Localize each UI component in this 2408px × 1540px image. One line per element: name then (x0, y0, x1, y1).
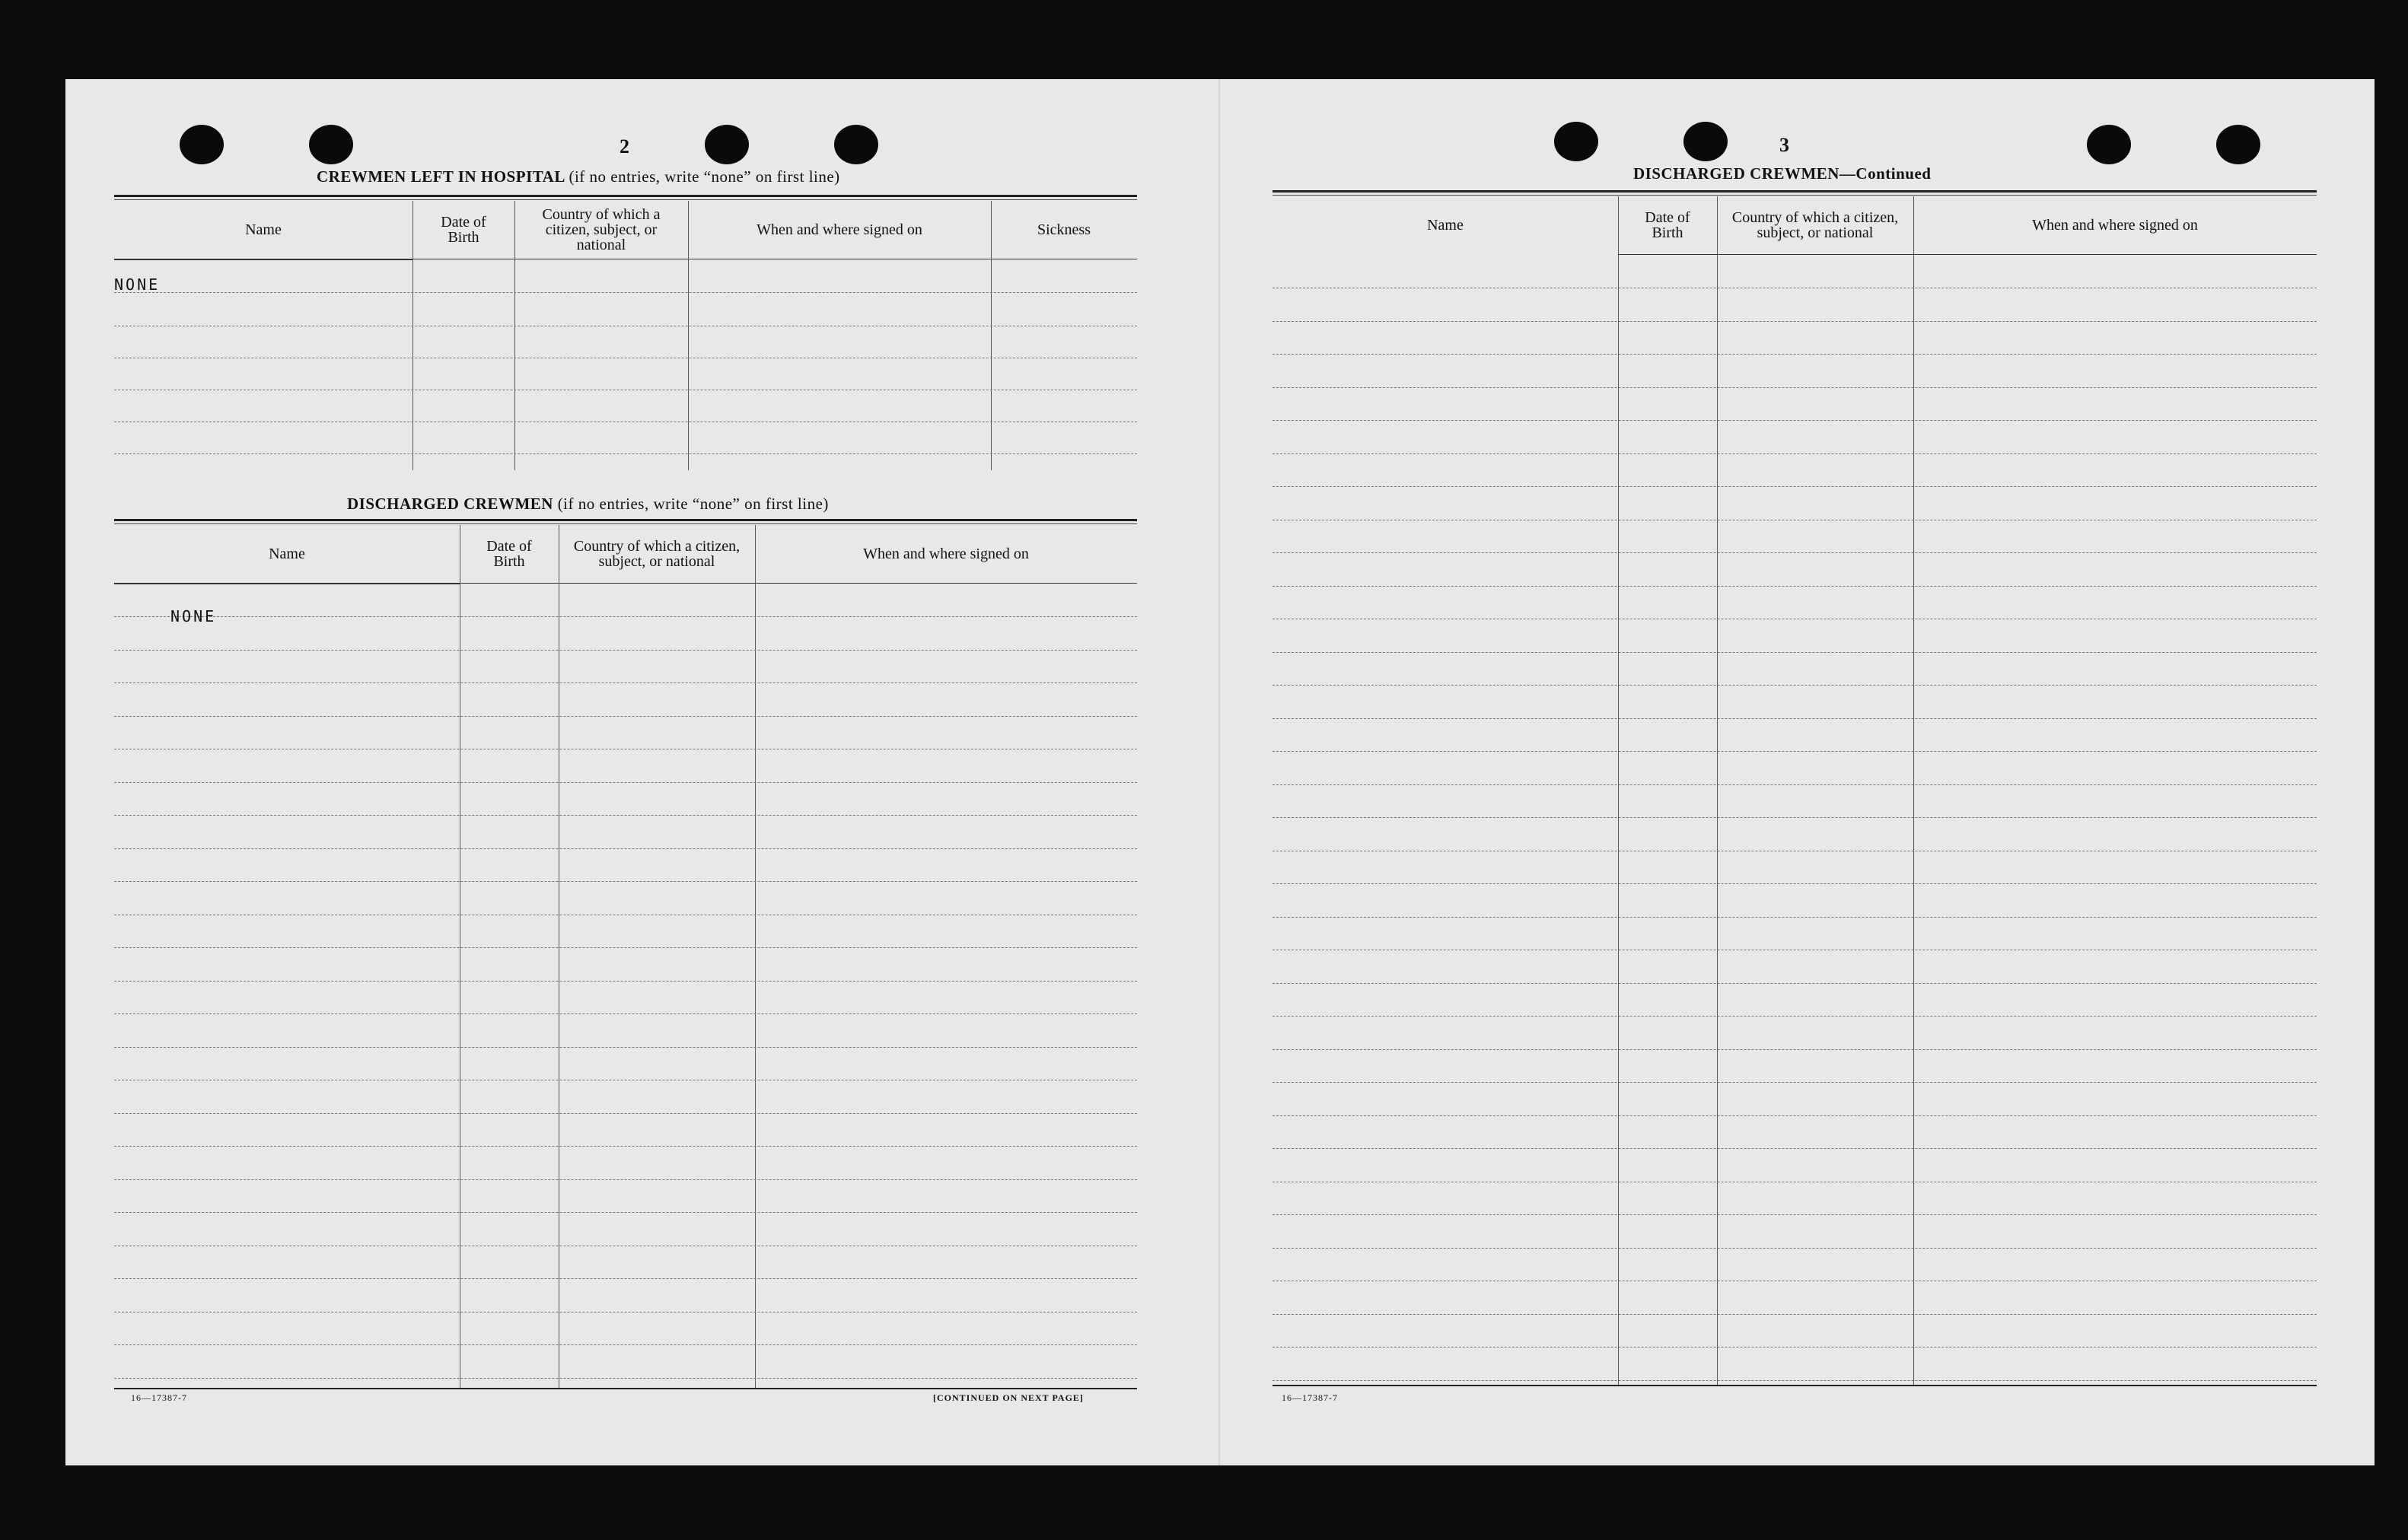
page-right (1219, 79, 2375, 1465)
entry-line (1272, 751, 2317, 752)
page-left (65, 79, 1219, 1465)
discharged-title-text: DISCHARGED CREWMEN (347, 495, 553, 513)
page-number: 2 (620, 135, 629, 158)
entry-line (1272, 321, 2317, 322)
entry-line (1272, 453, 2317, 454)
entry-line (114, 1013, 1137, 1014)
entry-line (114, 1113, 1137, 1114)
header-underline (114, 259, 412, 260)
entry-line (114, 650, 1137, 651)
table-top-rule (114, 523, 1137, 524)
entry-line (114, 716, 1137, 717)
entry-line (1272, 387, 2317, 388)
punch-hole (309, 125, 353, 164)
entry-line (1272, 354, 2317, 355)
entry-line (1272, 784, 2317, 785)
discharged-title-note: (if no entries, write “none” on first line) (557, 495, 829, 513)
entry-line (1272, 718, 2317, 719)
column-header-country: Country of which a citizen, subject, or national (573, 538, 741, 570)
entry-line (114, 1378, 1137, 1379)
column-header-signed-on: When and where signed on (2032, 217, 2198, 234)
entry-line (114, 881, 1137, 882)
entry-line (114, 1278, 1137, 1279)
entry-line (1272, 1347, 2317, 1348)
column-header-signed-on: When and where signed on (756, 221, 922, 238)
column-header-country: Country of which a citizen, subject, or national (1731, 209, 1899, 241)
entry-line (1272, 420, 2317, 421)
punch-hole (2087, 125, 2131, 164)
entry-line (114, 1344, 1137, 1345)
column-header-name: Name (245, 221, 282, 238)
column-divider (991, 201, 992, 470)
entry-line (1272, 652, 2317, 653)
entry-line (1272, 917, 2317, 918)
entry-line (114, 815, 1137, 816)
punch-hole (834, 125, 878, 164)
entry-line (1272, 1049, 2317, 1050)
column-divider (1618, 196, 1619, 1385)
table-top-rule (114, 199, 1137, 200)
discharged-table (114, 519, 1137, 1459)
entry-line (1272, 1016, 2317, 1017)
header-underline (1618, 254, 2317, 255)
entry-line (1272, 586, 2317, 587)
entry-line (114, 292, 1137, 293)
document-sheet (65, 79, 2375, 1465)
hospital-entry: NONE (114, 275, 161, 294)
table-top-rule (114, 195, 1137, 197)
table-bottom-rule (1272, 1385, 2317, 1386)
entry-line (114, 782, 1137, 783)
entry-line (1272, 983, 2317, 984)
table-top-rule (1272, 190, 2317, 192)
entry-line (1272, 552, 2317, 553)
punch-hole (1683, 122, 1728, 161)
column-header-date-of-birth: Date of Birth (1645, 209, 1690, 241)
hospital-title-text: CREWMEN LEFT IN HOSPITAL (317, 167, 565, 186)
entry-line (1272, 1314, 2317, 1315)
entry-line (1272, 883, 2317, 884)
column-divider (514, 201, 515, 470)
entry-line (114, 1047, 1137, 1048)
entry-line (114, 1212, 1137, 1213)
table-header (114, 525, 1137, 583)
entry-line (1272, 1214, 2317, 1215)
hospital-section-title (317, 167, 840, 186)
column-header-date-of-birth: Date of Birth (486, 538, 532, 570)
entry-line (1272, 1248, 2317, 1249)
discharged-section-title (347, 495, 829, 514)
entry-line (1272, 486, 2317, 487)
form-number: 16—17387-7 (131, 1392, 187, 1403)
column-divider (1717, 196, 1718, 1385)
page-number: 3 (1779, 134, 1789, 156)
entry-line (114, 848, 1137, 849)
column-divider (755, 525, 756, 1388)
column-header-signed-on: When and where signed on (863, 546, 1029, 562)
entry-line (1272, 817, 2317, 818)
entry-line (1272, 1380, 2317, 1381)
entry-line (114, 682, 1137, 683)
table-header (114, 201, 1137, 259)
column-divider (412, 201, 413, 470)
punch-hole (705, 125, 749, 164)
entry-line (1272, 1148, 2317, 1149)
entry-line (114, 981, 1137, 982)
table-header (1272, 196, 2317, 254)
punch-hole (1554, 122, 1598, 161)
column-divider (1913, 196, 1914, 1385)
right-page-title: DISCHARGED CREWMEN—Continued (1633, 164, 1932, 183)
column-header-date-of-birth: Date of Birth (441, 214, 486, 246)
header-underline (114, 583, 460, 584)
table-bottom-rule (114, 1388, 1137, 1389)
entry-line (114, 453, 1137, 454)
header-underline (460, 583, 1137, 584)
form-number: 16—17387-7 (1282, 1392, 1338, 1403)
discharged-continued-table (1272, 190, 2317, 1459)
entry-line (1272, 1115, 2317, 1116)
table-top-rule (114, 519, 1137, 521)
column-header-country: Country of which a citizen, subject, or national (542, 206, 661, 253)
entry-line (114, 947, 1137, 948)
entry-line (114, 1146, 1137, 1147)
entry-line (1272, 1082, 2317, 1083)
punch-hole (180, 125, 224, 164)
discharged-entry: NONE (170, 607, 217, 625)
hospital-table (114, 195, 1137, 470)
table-top-rule (1272, 195, 2317, 196)
entry-line (114, 1179, 1137, 1180)
continued-note: [CONTINUED ON NEXT PAGE] (933, 1392, 1084, 1403)
entry-line (114, 616, 1137, 617)
column-header-name: Name (269, 546, 305, 562)
column-header-sickness: Sickness (1037, 221, 1091, 238)
column-header-name: Name (1427, 217, 1464, 234)
hospital-title-note: (if no entries, write “none” on first line) (569, 167, 840, 186)
entry-line (1272, 685, 2317, 686)
column-divider (688, 201, 689, 470)
punch-hole (2216, 125, 2260, 164)
